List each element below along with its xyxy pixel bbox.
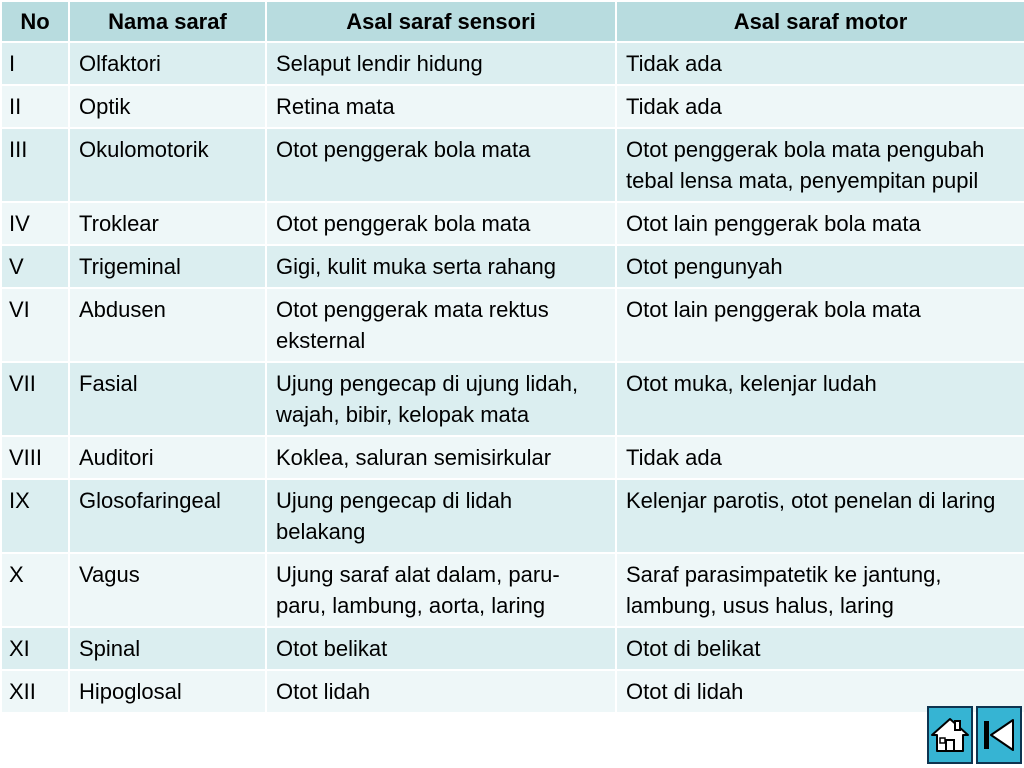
cell-sensory-origin: Otot penggerak mata rektus eksternal bbox=[266, 288, 616, 362]
table-row bbox=[1, 85, 1024, 128]
cell-sensory-origin: Otot lidah bbox=[266, 670, 616, 713]
cell-nerve-name: Okulomotorik bbox=[69, 128, 266, 202]
cell-motor-origin: Saraf parasimpatetik ke jantung, lambung, usus halus, laring bbox=[616, 553, 1024, 627]
cell-sensory-origin: Gigi, kulit muka serta rahang bbox=[266, 245, 616, 288]
table-header-row bbox=[1, 1, 1024, 42]
table-row bbox=[1, 362, 1024, 436]
first-slide-button[interactable] bbox=[976, 706, 1022, 764]
cell-sensory-origin: Ujung pengecap di ujung lidah, wajah, bibir, kelopak mata bbox=[266, 362, 616, 436]
cell-nerve-name: Optik bbox=[69, 85, 266, 128]
cell-nerve-name: Olfaktori bbox=[69, 42, 266, 85]
cell-motor-origin: Tidak ada bbox=[616, 85, 1024, 128]
header-no: No bbox=[1, 1, 69, 42]
cell-motor-origin: Otot lain penggerak bola mata bbox=[616, 288, 1024, 362]
table-row bbox=[1, 128, 1024, 202]
cell-no: X bbox=[1, 553, 69, 627]
cell-no: I bbox=[1, 42, 69, 85]
table-row bbox=[1, 553, 1024, 627]
cell-nerve-name: Vagus bbox=[69, 553, 266, 627]
cell-motor-origin: Tidak ada bbox=[616, 436, 1024, 479]
table-row bbox=[1, 436, 1024, 479]
cell-no: VIII bbox=[1, 436, 69, 479]
cell-motor-origin: Otot lain penggerak bola mata bbox=[616, 202, 1024, 245]
table-row bbox=[1, 288, 1024, 362]
cell-no: VII bbox=[1, 362, 69, 436]
cell-no: XII bbox=[1, 670, 69, 713]
cell-no: XI bbox=[1, 627, 69, 670]
cell-nerve-name: Abdusen bbox=[69, 288, 266, 362]
cell-sensory-origin: Ujung saraf alat dalam, paru-paru, lambung, aorta, laring bbox=[266, 553, 616, 627]
cell-nerve-name: Trigeminal bbox=[69, 245, 266, 288]
cell-nerve-name: Fasial bbox=[69, 362, 266, 436]
cell-motor-origin: Otot di lidah bbox=[616, 670, 1024, 713]
cell-sensory-origin: Otot belikat bbox=[266, 627, 616, 670]
table-row bbox=[1, 479, 1024, 553]
cell-motor-origin: Otot di belikat bbox=[616, 627, 1024, 670]
cell-no: II bbox=[1, 85, 69, 128]
home-icon bbox=[930, 715, 970, 755]
home-button[interactable] bbox=[927, 706, 973, 764]
cell-no: VI bbox=[1, 288, 69, 362]
cell-no: IV bbox=[1, 202, 69, 245]
cell-nerve-name: Auditori bbox=[69, 436, 266, 479]
cell-nerve-name: Hipoglosal bbox=[69, 670, 266, 713]
cell-no: IX bbox=[1, 479, 69, 553]
cell-sensory-origin: Retina mata bbox=[266, 85, 616, 128]
header-sensory: Asal saraf sensori bbox=[266, 1, 616, 42]
cell-motor-origin: Otot muka, kelenjar ludah bbox=[616, 362, 1024, 436]
header-motor: Asal saraf motor bbox=[616, 1, 1024, 42]
table-row bbox=[1, 245, 1024, 288]
table-row bbox=[1, 202, 1024, 245]
cell-nerve-name: Glosofaringeal bbox=[69, 479, 266, 553]
cell-motor-origin: Otot penggerak bola mata pengubah tebal lensa mata, penyempitan pupil bbox=[616, 128, 1024, 202]
cell-sensory-origin: Selaput lendir hidung bbox=[266, 42, 616, 85]
cell-motor-origin: Kelenjar parotis, otot penelan di laring bbox=[616, 479, 1024, 553]
cell-sensory-origin: Koklea, saluran semisirkular bbox=[266, 436, 616, 479]
table-row bbox=[1, 627, 1024, 670]
cell-no: V bbox=[1, 245, 69, 288]
cell-motor-origin: Otot pengunyah bbox=[616, 245, 1024, 288]
cell-nerve-name: Spinal bbox=[69, 627, 266, 670]
cell-sensory-origin: Otot penggerak bola mata bbox=[266, 128, 616, 202]
cell-sensory-origin: Ujung pengecap di lidah belakang bbox=[266, 479, 616, 553]
cell-sensory-origin: Otot penggerak bola mata bbox=[266, 202, 616, 245]
cell-nerve-name: Troklear bbox=[69, 202, 266, 245]
table-row bbox=[1, 670, 1024, 713]
cell-no: III bbox=[1, 128, 69, 202]
skip-to-first-icon bbox=[979, 715, 1019, 755]
cell-motor-origin: Tidak ada bbox=[616, 42, 1024, 85]
header-name: Nama saraf bbox=[69, 1, 266, 42]
slide-navigation bbox=[927, 706, 1024, 768]
table-body bbox=[1, 42, 1024, 713]
table-row bbox=[1, 42, 1024, 85]
